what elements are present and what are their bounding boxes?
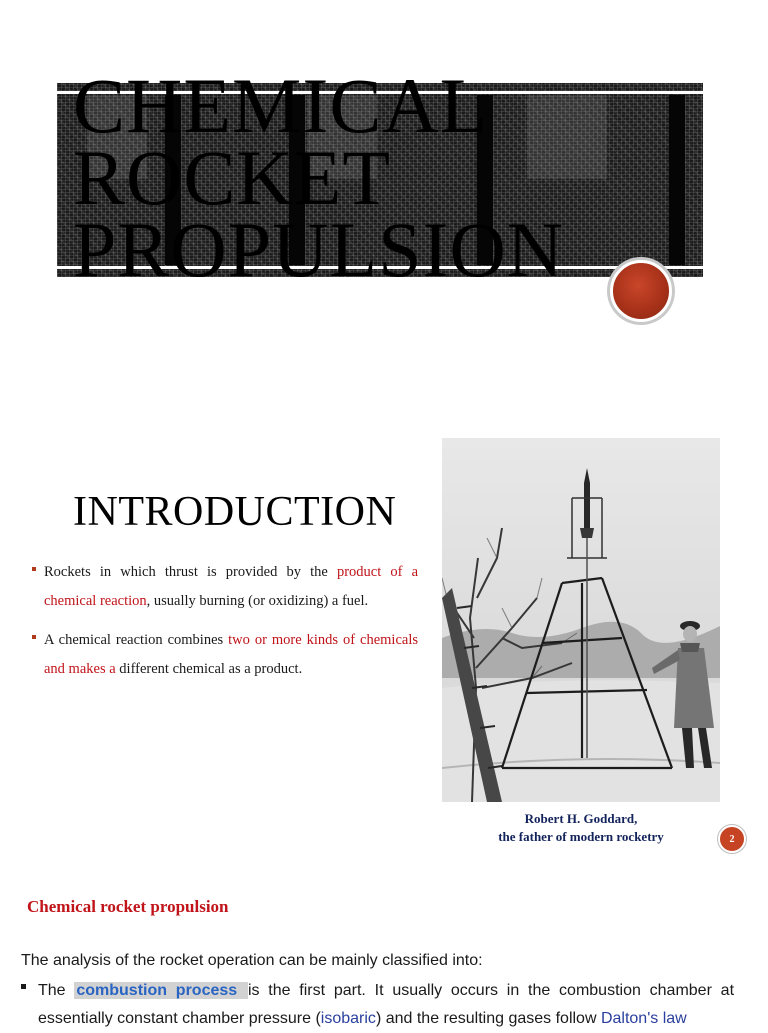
intro-heading: INTRODUCTION <box>73 489 397 535</box>
combustion-process-highlight: combustion process <box>76 982 246 999</box>
section-title: Chemical rocket propulsion <box>27 897 229 916</box>
decorative-circle-emblem <box>607 257 675 325</box>
slide-title <box>73 62 565 293</box>
bullet-text: A chemical reaction combines <box>44 632 229 648</box>
page-number-badge: 2 <box>718 825 746 853</box>
bullet-text: Rockets in which thrust is provided by the <box>44 564 337 580</box>
banner-stripe <box>669 95 685 265</box>
intro-bullet-list <box>32 558 418 694</box>
caption-line-1: Robert H. Goddard, <box>524 811 638 826</box>
paragraph-text: is the first part. It usually occurs in the combustion chamber at essentially constant chamber pressure ( <box>38 982 735 1027</box>
title-line-2: ROCKET <box>73 134 391 221</box>
title-line-1: CHEMICAL <box>73 62 489 149</box>
combustion-paragraph <box>38 977 734 1033</box>
analysis-intro: The analysis of the rocket operation can be mainly classified into: <box>21 952 483 969</box>
title-line-3: PROPULSION <box>73 206 565 293</box>
paragraph-text: The <box>38 982 75 999</box>
isobaric-link[interactable]: isobaric <box>320 1010 376 1027</box>
photo-illustration <box>442 438 720 802</box>
photo-grain <box>442 438 720 802</box>
paragraph-text: ) and the resulting gases follow <box>375 1010 601 1027</box>
bullet-item <box>32 626 418 684</box>
emblem-inner-disc <box>610 260 672 322</box>
bullet-highlight: two or more kinds of chemicals and makes a <box>44 632 419 677</box>
goddard-rocket-photo <box>442 438 720 802</box>
title-slide <box>0 0 768 384</box>
chemical-rocket-slide <box>0 864 768 1027</box>
bullet-item <box>32 558 418 616</box>
caption-line-2: the father of modern rocketry <box>498 829 664 844</box>
daltons-law-link[interactable]: Dalton's law <box>600 1010 687 1027</box>
bullet-text: , usually burning (or oxidizing) a fuel. <box>146 593 369 609</box>
bullet-highlight: product of a chemical reaction <box>44 564 419 609</box>
introduction-slide <box>0 384 768 864</box>
bullet-text: different chemical as a product. <box>115 661 303 677</box>
photo-caption <box>442 810 720 846</box>
square-bullet-icon <box>21 984 26 989</box>
